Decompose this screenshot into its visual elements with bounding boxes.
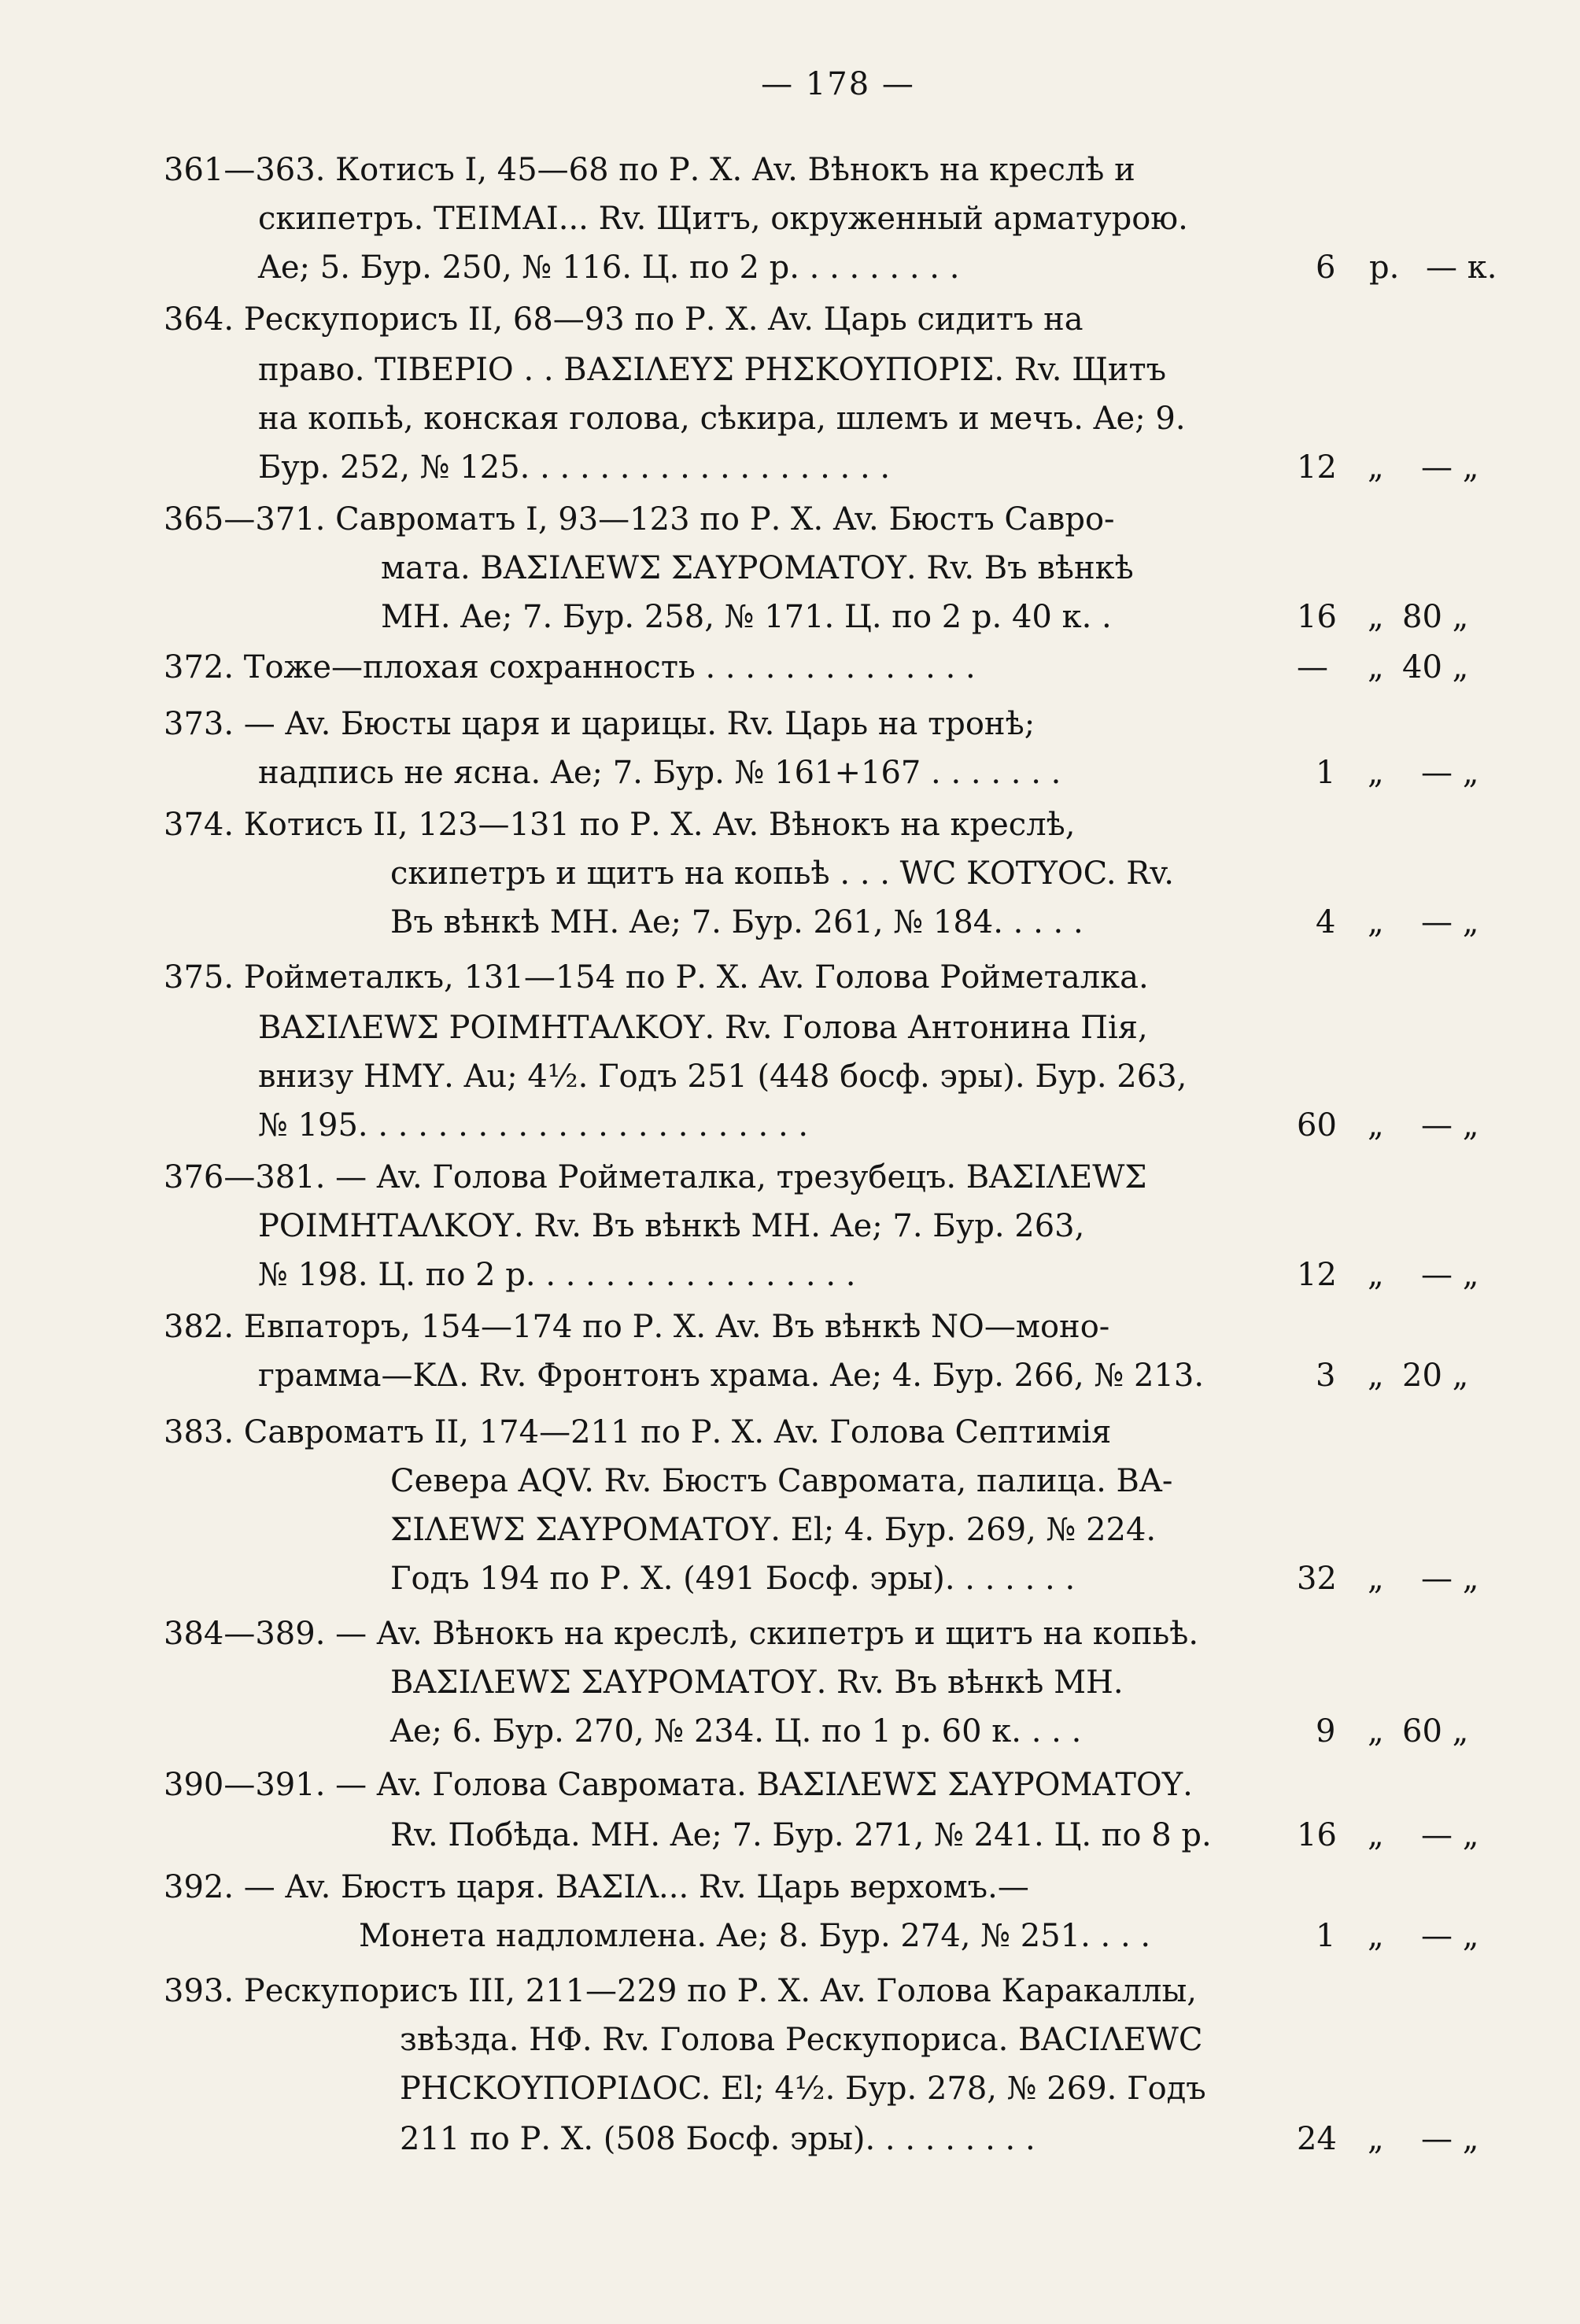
price-rubles: 12 xyxy=(1297,1257,1337,1293)
price-rubles: 1 xyxy=(1316,755,1336,791)
entry-line: ΡΗCΚΟΥΠΟΡΙΔΟC. El; 4½. Бур. 278, № 269. Годъ xyxy=(400,2071,1206,2107)
entry-line: скипетръ и щитъ на копьѣ . . . WC ΚΟΤΥΟC. Rv. xyxy=(390,855,1174,892)
entry-line: Rv. Побѣда. МН. Ae; 7. Бур. 271, № 241. Ц. по 8 р. xyxy=(390,1817,1212,1853)
entry-line: 393. Рескупорисъ III, 211—229 по Р. Х. Av. Голова Каракаллы, xyxy=(164,1973,1197,2009)
entry-line: надпись не ясна. Ae; 7. Бур. № 161+167 . . . . . . . xyxy=(258,755,1061,791)
price-rubles: — xyxy=(1297,649,1328,685)
price-rubles: 1 xyxy=(1316,1918,1336,1954)
price-kopeks: — „ xyxy=(1421,1817,1479,1853)
entry-line: № 195. . . . . . . . . . . . . . . . . . . . . . . xyxy=(258,1107,809,1144)
entry-line: грамма—ΚΔ. Rv. Фронтонъ храма. Ae; 4. Бур. 266, № 213. xyxy=(258,1358,1205,1394)
entry-line: 374. Котисъ II, 123—131 по Р. Х. Av. Вѣнокъ на креслѣ, xyxy=(164,807,1076,843)
price-kopeks: — „ xyxy=(1421,1257,1479,1293)
price-unit: „ xyxy=(1368,1713,1384,1749)
price-kopeks: — „ xyxy=(1421,904,1479,940)
entry-line: Ae; 6. Бур. 270, № 234. Ц. по 1 р. 60 к. . . . xyxy=(390,1713,1082,1749)
entry-line: звѣзда. ΗΦ. Rv. Голова Рескупориса. ΒΑCΙΛΕWC xyxy=(400,2022,1203,2058)
price-rubles: 4 xyxy=(1316,904,1336,940)
price-rubles: 6 xyxy=(1316,249,1336,286)
entry-line: 375. Ройметалкъ, 131—154 по Р. Х. Av. Голова Ройметалка. xyxy=(164,959,1149,996)
entry-line: Въ вѣнкѣ МН. Ae; 7. Бур. 261, № 184. . . . . xyxy=(390,904,1083,940)
entry-line: № 198. Ц. по 2 р. . . . . . . . . . . . . . . . . xyxy=(258,1257,856,1293)
entry-line: 211 по Р. Х. (508 Босф. эры). . . . . . . . . xyxy=(400,2121,1035,2157)
price-unit: „ xyxy=(1368,1817,1384,1853)
price-unit: „ xyxy=(1368,755,1384,791)
entry-line: ΒΑΣΙΛΕWΣ ΡΟΙΜΗΤΑΛΚΟΥ. Rv. Голова Антонина Пія, xyxy=(258,1010,1148,1046)
price-unit: „ xyxy=(1368,1257,1384,1293)
entry-line: 372. Тоже—плохая сохранность . . . . . . . . . . . . . . xyxy=(164,649,976,685)
entry-line: 376—381. — Av. Голова Ройметалка, трезубецъ. ΒΑΣΙΛΕWΣ xyxy=(164,1159,1147,1195)
entry-line: 373. — Av. Бюсты царя и царицы. Rv. Царь на тронѣ; xyxy=(164,706,1035,742)
price-unit: „ xyxy=(1368,599,1384,635)
entry-line: ΣΙΛΕWΣ ΣΑΥΡΟΜΑΤΟΥ. El; 4. Бур. 269, № 224. xyxy=(390,1512,1157,1548)
price-kopeks: — „ xyxy=(1421,755,1479,791)
entry-line: 361—363. Котисъ I, 45—68 по Р. Х. Av. Вѣнокъ на креслѣ и xyxy=(164,152,1135,188)
entry-line: 384—389. — Av. Вѣнокъ на креслѣ, скипетръ и щитъ на копьѣ. xyxy=(164,1616,1199,1652)
price-unit: „ xyxy=(1368,1358,1384,1394)
price-rubles: 3 xyxy=(1316,1358,1336,1394)
entry-line: 392. — Av. Бюстъ царя. ΒΑΣΙΛ... Rv. Царь верхомъ.— xyxy=(164,1869,1029,1905)
price-unit: „ xyxy=(1368,449,1384,486)
price-kopeks: — „ xyxy=(1421,1918,1479,1954)
entry-line: Ae; 5. Бур. 250, № 116. Ц. по 2 р. . . . . . . . . xyxy=(258,249,960,286)
price-kopeks: — „ xyxy=(1421,1561,1479,1597)
entry-line: внизу ΗΜΥ. Au; 4½. Годъ 251 (448 босф. эры). Бур. 263, xyxy=(258,1059,1187,1095)
entry-line: на копьѣ, конская голова, сѣкира, шлемъ и мечъ. Ae; 9. xyxy=(258,401,1186,437)
price-unit: „ xyxy=(1368,1107,1384,1144)
entry-line: Годъ 194 по Р. Х. (491 Босф. эры). . . . . . . xyxy=(390,1561,1076,1597)
price-kopeks: 20 „ xyxy=(1402,1358,1469,1394)
entry-line: МН. Ae; 7. Бур. 258, № 171. Ц. по 2 р. 40 к. . xyxy=(381,599,1112,635)
price-rubles: 16 xyxy=(1297,599,1337,635)
price-rubles: 24 xyxy=(1297,2121,1337,2157)
price-unit: „ xyxy=(1368,1561,1384,1597)
price-unit: р. xyxy=(1369,249,1400,286)
entry-line: право. ТІВЕРІО . . ВАΣІΛΕΥΣ ΡΗΣΚΟΥΠΟΡΙΣ. Rv. Щитъ xyxy=(258,352,1167,388)
entry-line: Севера AQV. Rv. Бюстъ Савромата, палица. ΒΑ- xyxy=(390,1463,1173,1499)
price-unit: „ xyxy=(1368,904,1384,940)
price-rubles: 60 xyxy=(1297,1107,1337,1144)
entry-line: скипетръ. ТЕІМАІ... Rv. Щитъ, окруженный арматурою. xyxy=(258,201,1188,237)
price-kopeks: — „ xyxy=(1421,2121,1479,2157)
entry-line: 382. Евпаторъ, 154—174 по Р. Х. Av. Въ вѣнкѣ ΝΟ—моно- xyxy=(164,1309,1110,1345)
price-rubles: 32 xyxy=(1297,1561,1337,1597)
entry-line: ΡΟΙΜΗΤΑΛΚΟΥ. Rv. Въ вѣнкѣ МН. Ae; 7. Бур. 263, xyxy=(258,1208,1085,1244)
price-kopeks: — к. xyxy=(1426,249,1497,286)
entry-line: 383. Савроматъ II, 174—211 по Р. Х. Av. Голова Септимія xyxy=(164,1414,1112,1450)
entry-line: 364. Рескупорисъ II, 68—93 по Р. Х. Av. Царь сидитъ на xyxy=(164,301,1083,338)
price-rubles: 9 xyxy=(1316,1713,1336,1749)
price-unit: „ xyxy=(1368,1918,1384,1954)
price-rubles: 16 xyxy=(1297,1817,1337,1853)
price-rubles: 12 xyxy=(1297,449,1337,486)
price-kopeks: — „ xyxy=(1421,449,1479,486)
price-kopeks: 40 „ xyxy=(1402,649,1469,685)
entry-line: мата. ΒΑΣΙΛΕWΣ ΣΑΥΡΟΜΑΤΟΥ. Rv. Въ вѣнкѣ xyxy=(381,550,1134,586)
price-unit: „ xyxy=(1368,2121,1384,2157)
page-number: — 178 — xyxy=(761,66,915,102)
price-kopeks: 60 „ xyxy=(1402,1713,1469,1749)
price-kopeks: 80 „ xyxy=(1402,599,1469,635)
entry-line: Монета надломлена. Ae; 8. Бур. 274, № 251. . . . xyxy=(359,1918,1151,1954)
price-kopeks: — „ xyxy=(1421,1107,1479,1144)
entry-line: ΒΑΣΙΛΕWΣ ΣΑΥΡΟΜΑΤΟΥ. Rv. Въ вѣнкѣ МН. xyxy=(390,1664,1124,1701)
entry-line: 390—391. — Av. Голова Савромата. ΒΑΣΙΛΕWΣ ΣΑΥΡΟΜΑΤΟΥ. xyxy=(164,1767,1193,1803)
price-unit: „ xyxy=(1368,649,1384,685)
entry-line: 365—371. Савроматъ I, 93—123 по Р. Х. Av. Бюстъ Савро- xyxy=(164,501,1115,538)
entry-line: Бур. 252, № 125. . . . . . . . . . . . . . . . . . . xyxy=(258,449,891,486)
